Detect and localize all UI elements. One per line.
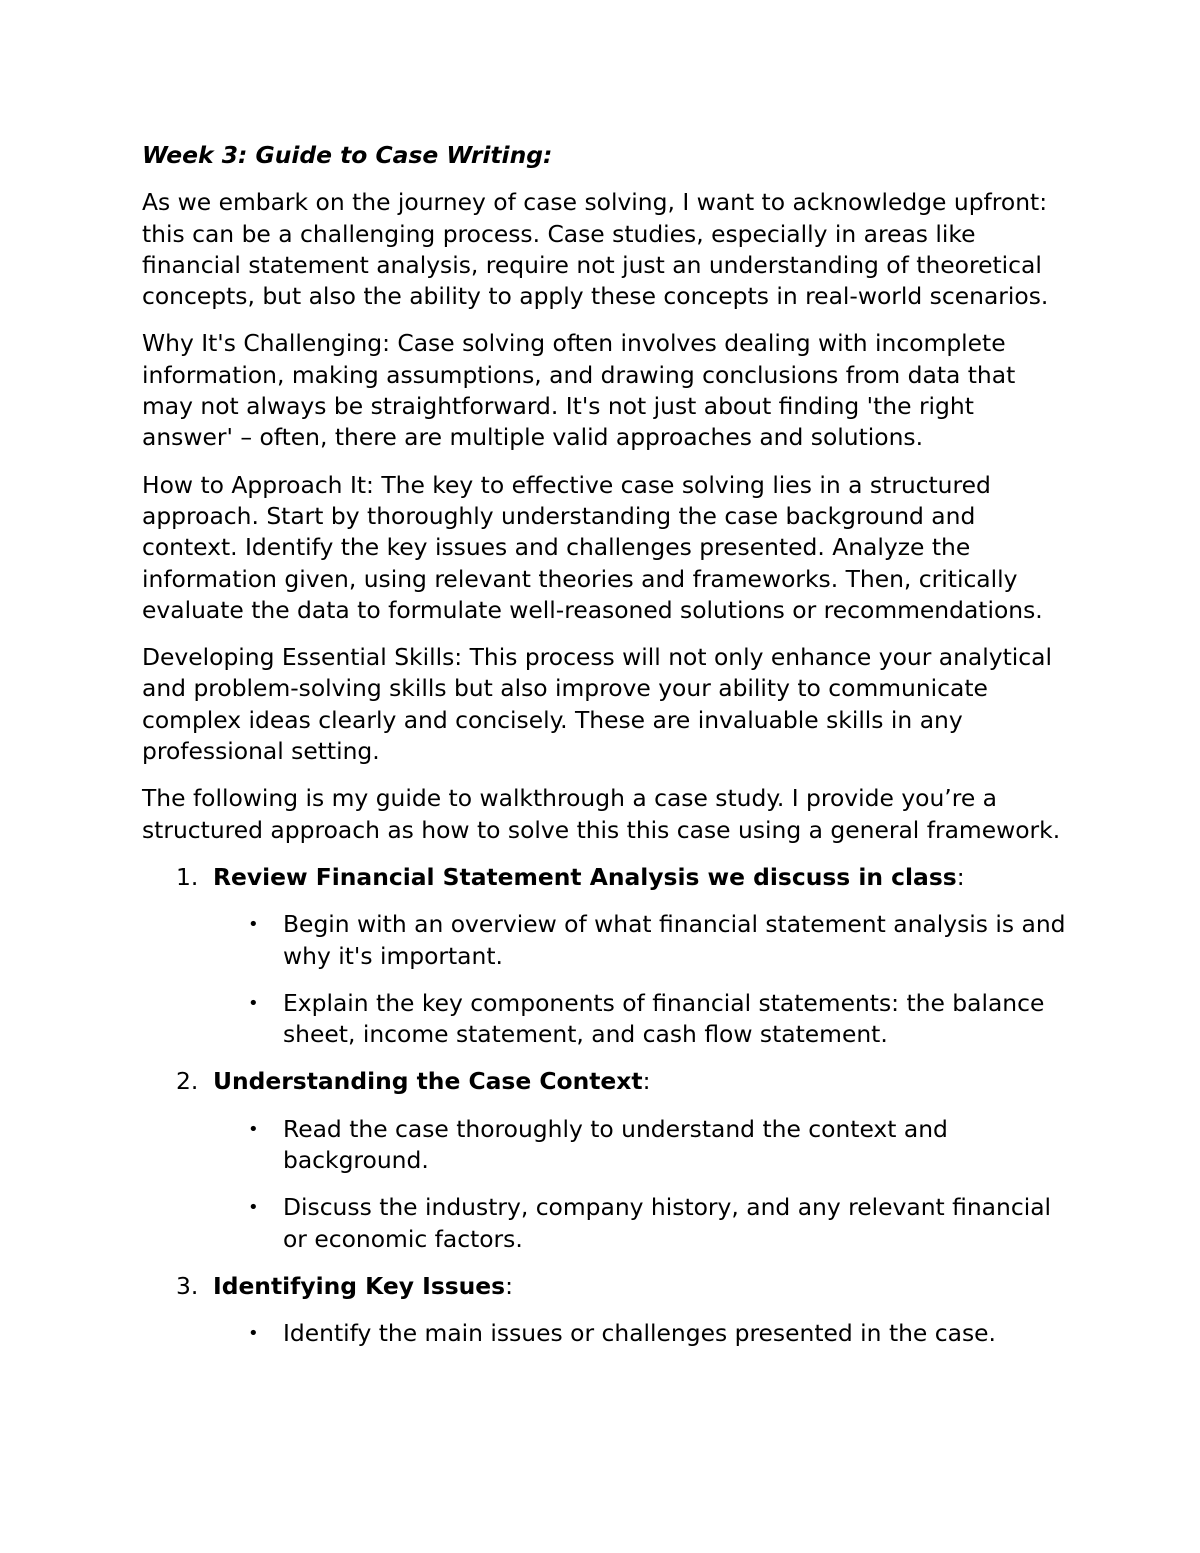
bullet-item <box>142 988 1072 1051</box>
paragraph-intro: As we embark on the journey of case solving, I want to acknowledge upfront: this can be a challenging process. Case studies, especially in areas like financial statement analysis, require not just an understanding of theoretical concepts, but also the ability to apply these concepts in real-world scenarios. <box>142 188 1049 311</box>
bullet-text: Explain the key components of financial statements: the balance sheet, income statement, and cash flow statement. <box>283 988 1045 1049</box>
document-title: Week 3: Guide to Case Writing: <box>142 141 553 169</box>
list-item-number: 1. <box>176 862 199 891</box>
numbered-list <box>142 862 1072 1350</box>
bullet-item <box>142 1114 1072 1177</box>
list-item-colon: : <box>642 1067 651 1096</box>
bullet-icon: • <box>248 992 259 1014</box>
list-item-heading-line <box>142 862 1072 893</box>
bullet-list <box>142 909 1072 1050</box>
bullet-list <box>142 1114 1072 1255</box>
list-item-heading: Review Financial Statement Analysis we discuss in class <box>213 862 957 891</box>
list-item-heading: Understanding the Case Context <box>213 1067 643 1096</box>
list-item-colon: : <box>505 1271 513 1300</box>
paragraph-guide-intro: The following is my guide to walkthrough a case study. I provide you’re a structured approach as how to solve this this case using a general framework. <box>142 784 1061 844</box>
bullet-text: Read the case thoroughly to understand the context and background. <box>283 1114 948 1175</box>
list-item-number: 2. <box>176 1067 199 1096</box>
document-page <box>142 140 1072 1366</box>
bullet-text: Discuss the industry, company history, and any relevant financial or economic factors. <box>283 1193 1052 1253</box>
bullet-item <box>142 1192 1072 1255</box>
bullet-icon: • <box>248 1118 259 1140</box>
list-item-number: 3. <box>176 1271 199 1300</box>
bullet-text: Identify the main issues or challenges presented in the case. <box>283 1319 996 1348</box>
list-item-heading-line <box>142 1066 1072 1097</box>
list-item <box>142 1271 1072 1350</box>
list-item-heading-line <box>142 1271 1072 1302</box>
bullet-icon: • <box>248 1323 259 1345</box>
bullet-text: Begin with an overview of what financial statement analysis is and why it's important. <box>283 910 1066 970</box>
list-item-heading: Identifying Key Issues <box>213 1271 506 1300</box>
bullet-icon: • <box>248 914 259 936</box>
bullet-icon: • <box>248 1197 259 1219</box>
bullet-item <box>142 1318 1072 1349</box>
bullet-item <box>142 909 1072 972</box>
paragraph-developing-skills: Developing Essential Skills: This process will not only enhance your analytical and problem-solving skills but also improve your ability to communicate complex ideas clearly and concisely. These are invaluable skills in any professional setting. <box>142 643 1052 766</box>
paragraph-why-challenging: Why It's Challenging: Case solving often involves dealing with incomplete information, making assumptions, and drawing conclusions from data that may not always be straightforward. It's not just about finding 'the right answer' – often, there are multiple valid approaches and solutions. <box>142 329 1016 452</box>
paragraph-how-to-approach: How to Approach It: The key to effective case solving lies in a structured approach. Start by thoroughly understanding the case background and context. Identify the key issues and challenges presented. Analyze the information given, using relevant theories and frameworks. Then, critically evaluate the data to formulate well-reasoned solutions or recommendations. <box>142 470 1043 624</box>
list-item <box>142 1066 1072 1254</box>
list-item <box>142 862 1072 1050</box>
list-item-colon: : <box>956 862 965 891</box>
bullet-list <box>142 1318 1072 1349</box>
